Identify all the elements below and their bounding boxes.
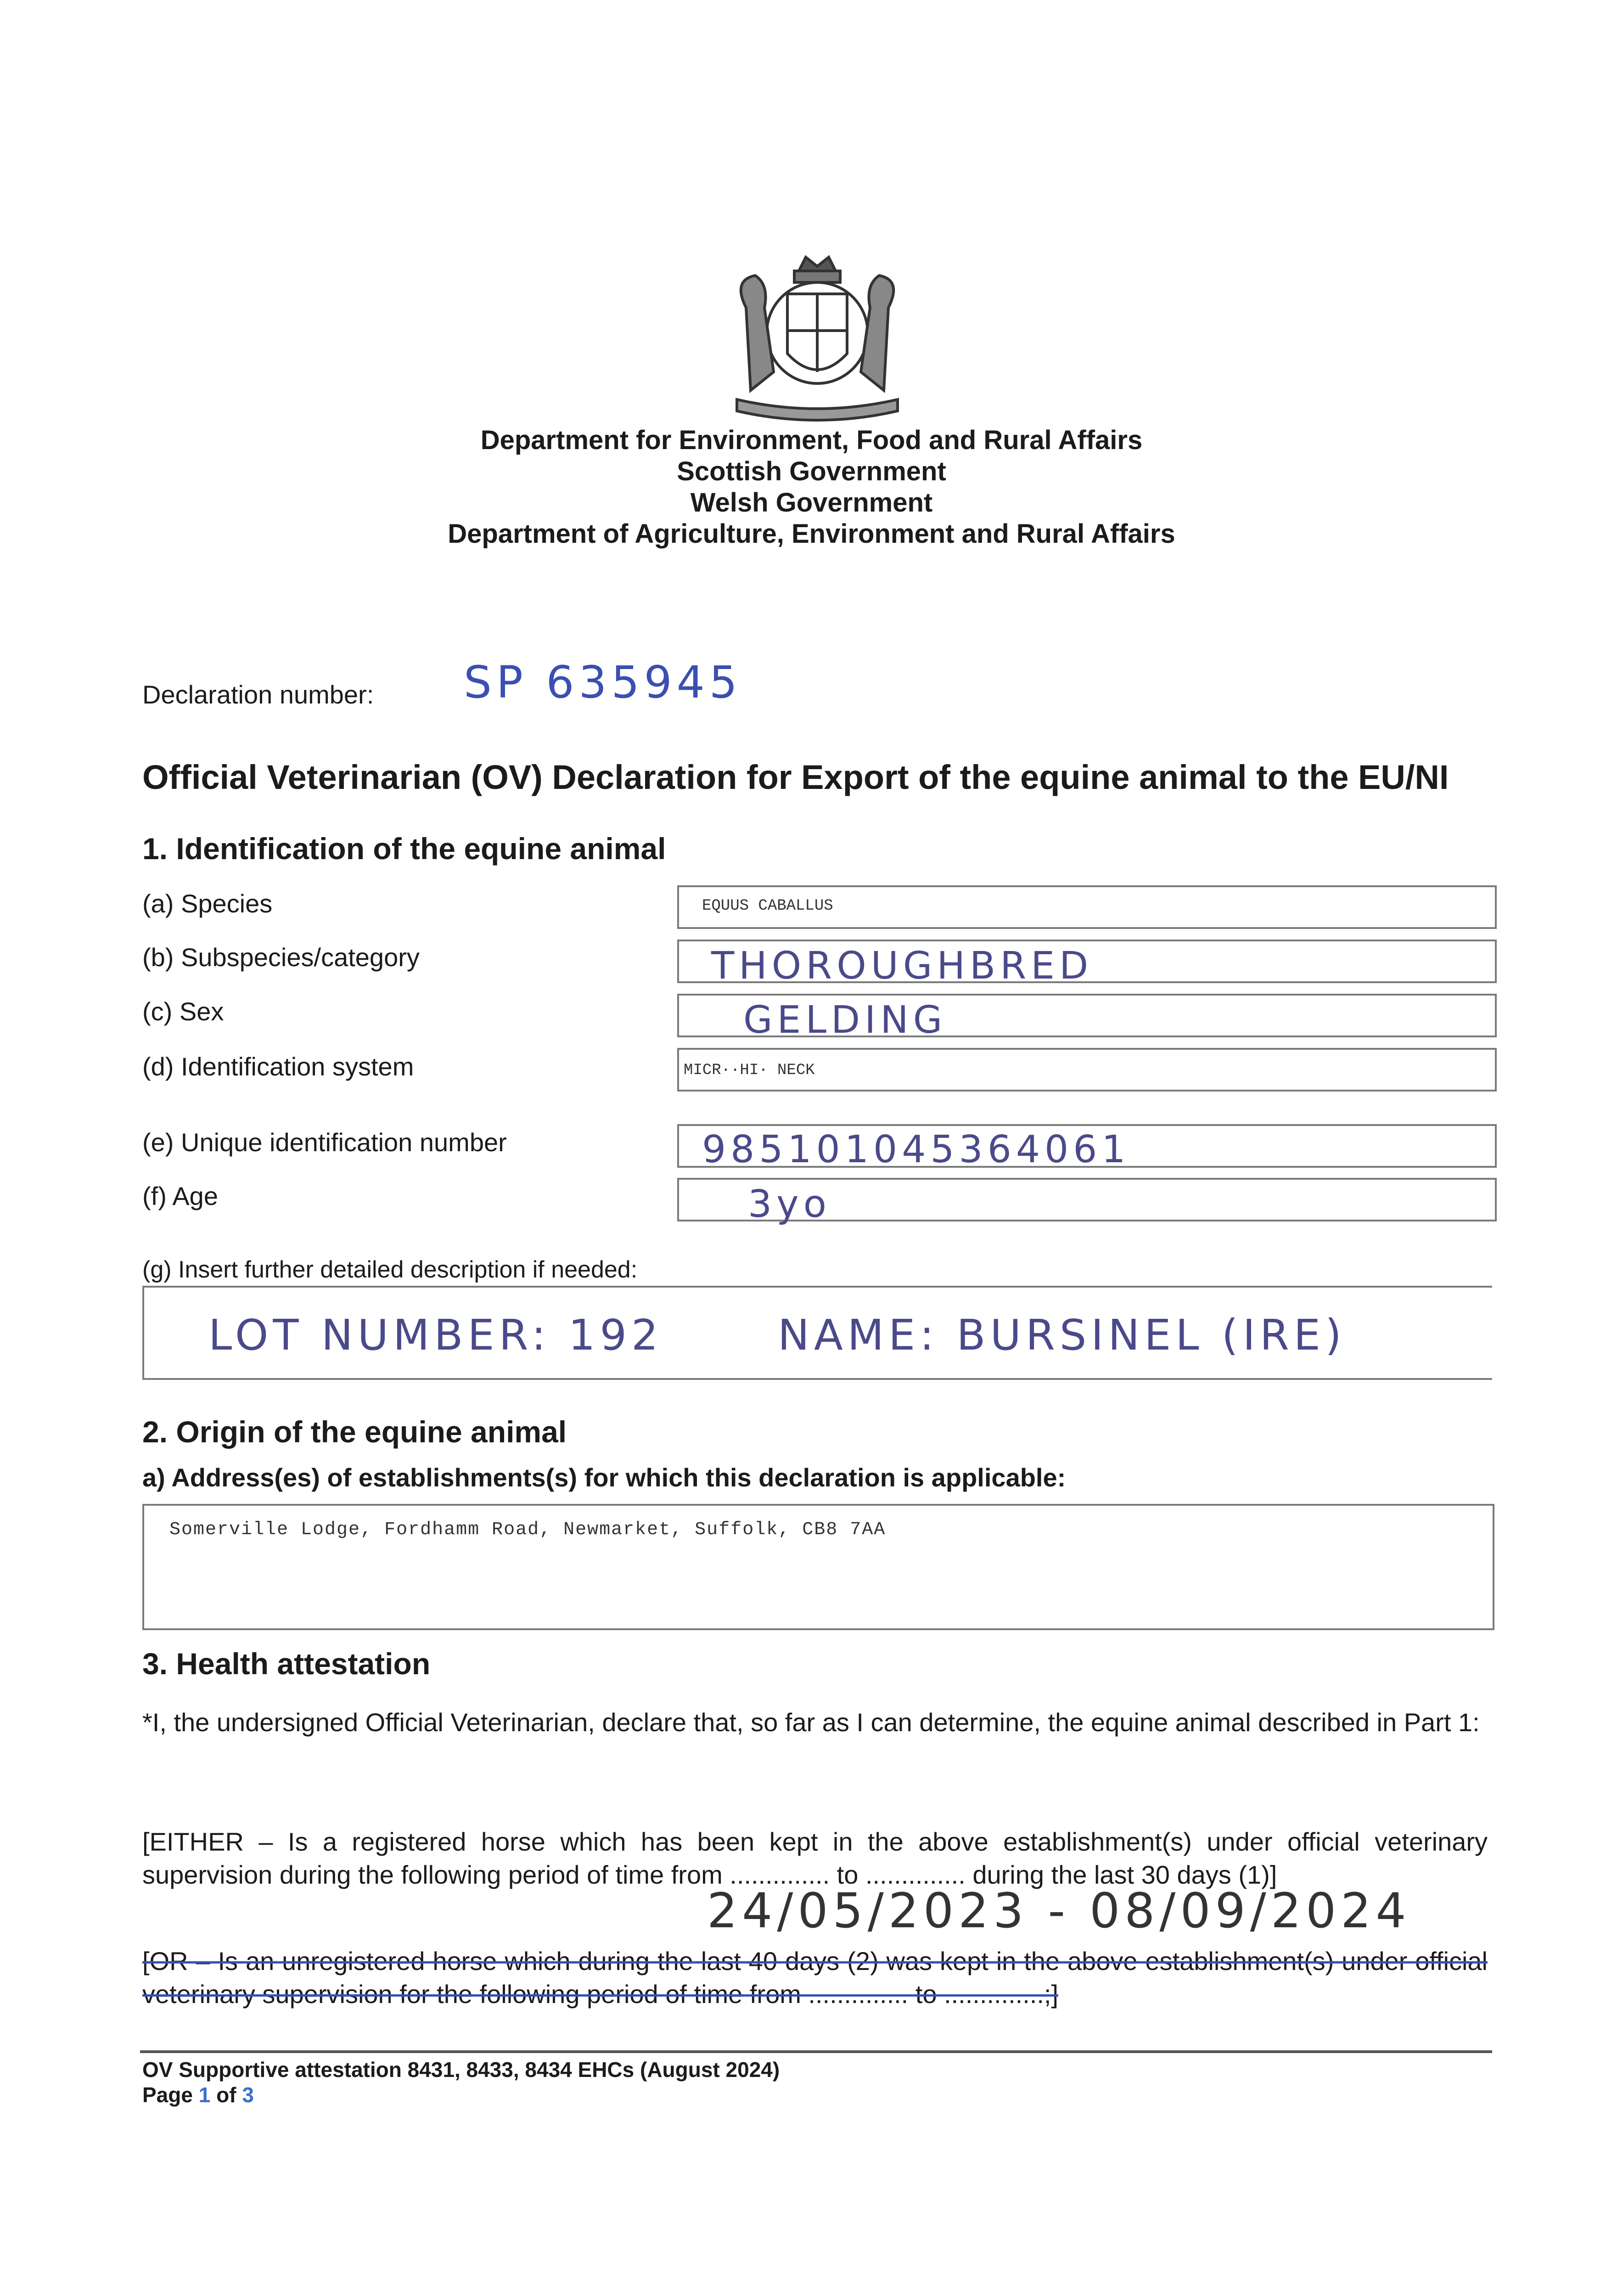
further-description-field[interactable] [142,1286,1492,1380]
footer-divider [140,2050,1492,2053]
establishment-address-value: Somerville Lodge, Fordhamm Road, Newmarket, Suffolk, CB8 7AA [169,1519,886,1540]
declaration-number-value: SP 635945 [464,657,742,708]
identification-system-label: (d) Identification system [142,1052,414,1081]
subspecies-field[interactable] [677,940,1497,988]
age-value: 3yo [748,1182,831,1226]
page-indicator [142,2082,254,2107]
identification-system-value: MICR··HI· NECK [684,1062,815,1079]
or-clause-struck: [OR – Is an unregistered horse which during the last 40 days (2) was kept in the above establishment(s) under official veterinary supervision for the following period of time from .............. to ..............;] [142,1947,1488,2009]
department-welsh-government: Welsh Government [690,488,933,518]
sex-value: GELDING [743,998,947,1042]
subspecies-label: (b) Subspecies/category [142,943,420,972]
page-prefix: Page [142,2083,199,2107]
health-attestation-intro: *I, the undersigned Official Veterinarian, declare that, so far as I can determine, the equine animal described in Part 1: [142,1708,1480,1737]
department-defra: Department for Environment, Food and Rural Affairs [480,425,1143,455]
department-daera: Department of Agriculture, Environment and Rural Affairs [448,519,1175,549]
establishments-label: a) Address(es) of establishments(s) for which this declaration is applicable: [142,1463,1066,1492]
further-description-lot: LOT NUMBER: 192 [208,1311,663,1360]
page-of: of [210,2083,242,2107]
royal-coat-of-arms-logo [719,253,916,422]
declaration-number-label: Declaration number: [142,680,374,709]
either-clause: [EITHER – Is a registered horse which has been kept in the above establishment(s) under official veterinary supervision during the following period of time from .............. to .............. during the last 30 days (1)] [142,1827,1488,1889]
age-label: (f) Age [142,1182,218,1210]
supervision-date-range: 24/05/2023 - 08/09/2024 [707,1883,1411,1939]
species-label: (a) Species [142,889,273,918]
sex-field[interactable] [677,994,1497,1042]
page-total: 3 [242,2083,254,2107]
establishment-address-field[interactable] [142,1504,1494,1630]
section-3-heading: 3. Health attestation [142,1647,431,1681]
species-value: EQUUS CABALLUS [702,897,833,915]
subspecies-value: THOROUGHBRED [711,944,1093,988]
department-scottish-government: Scottish Government [677,456,946,486]
document-title: Official Veterinarian (OV) Declaration for Export of the equine animal to the EU/NI [142,758,1449,796]
species-field[interactable] [677,885,1497,929]
page-current: 1 [198,2083,211,2107]
section-1-heading: 1. Identification of the equine animal [142,832,666,866]
identification-system-field[interactable] [677,1048,1497,1092]
age-field[interactable] [677,1178,1497,1226]
unique-id-label: (e) Unique identification number [142,1128,507,1157]
unique-id-field[interactable] [677,1124,1497,1171]
section-2-heading: 2. Origin of the equine animal [142,1415,567,1449]
sex-label: (c) Sex [142,997,224,1026]
further-description-name: NAME: BURSINEL (IRE) [778,1311,1346,1360]
further-description-label: (g) Insert further detailed description if needed: [142,1256,638,1283]
footer-reference: OV Supportive attestation 8431, 8433, 8434 EHCs (August 2024) [142,2058,780,2082]
unique-id-value: 985101045364061 [702,1128,1130,1171]
